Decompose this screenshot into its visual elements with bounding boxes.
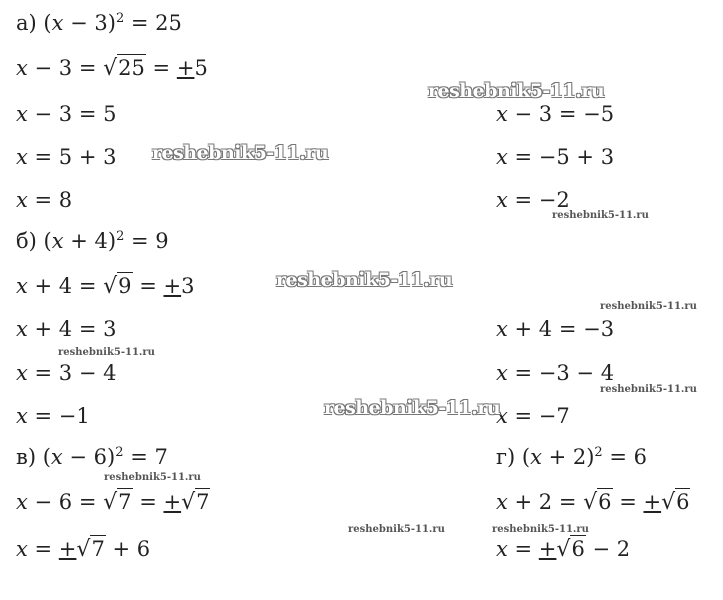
task-a-step2-left: x − 3 = 5 xyxy=(16,102,117,126)
task-v-header: в) $(x - 6)^2 = 7$ xyxy=(16,445,168,469)
watermark: reshebnik5-11.ru xyxy=(600,384,697,395)
sqrt-symbol: √7 xyxy=(181,490,210,515)
sqrt-symbol: √6 xyxy=(556,537,585,562)
task-a-step2-right: x − 3 = −5 xyxy=(496,102,615,126)
task-a-step3-right: x = −5 + 3 xyxy=(496,145,615,169)
task-b-step2-right: x + 4 = −3 xyxy=(496,317,615,341)
task-g-step1: x + 2 = √6 = +√6 xyxy=(496,490,690,515)
watermark: reshebnik5-11.ru xyxy=(152,142,329,164)
task-a-header: а) $(x - 3)^2 = 25$ xyxy=(16,11,182,35)
sqrt-symbol: √7 xyxy=(76,537,105,562)
task-b-step2-left: x + 4 = 3 xyxy=(16,317,117,341)
sqrt-symbol: √9 xyxy=(103,274,132,299)
task-b-step1: x + 4 = √9 = +3 xyxy=(16,274,195,299)
watermark: reshebnik5-11.ru xyxy=(58,347,155,358)
task-a-step4-left: x = 8 xyxy=(16,188,73,212)
task-a-step4-right: x = −2 xyxy=(496,188,570,212)
task-b-step3-left: x = 3 − 4 xyxy=(16,361,117,385)
watermark: reshebnik5-11.ru xyxy=(276,269,453,291)
task-v-step2: x = +√7 + 6 xyxy=(16,537,151,562)
task-a-step3-left: x = 5 + 3 xyxy=(16,145,117,169)
watermark: reshebnik5-11.ru xyxy=(324,397,501,419)
sqrt-symbol: √7 xyxy=(103,490,132,515)
watermark: reshebnik5-11.ru xyxy=(492,524,589,535)
task-b-step4-right: x = −7 xyxy=(496,404,570,428)
task-b-step3-right: x = −3 − 4 xyxy=(496,361,615,385)
sqrt-symbol: √25 xyxy=(103,56,145,81)
task-a-step1: x − 3 = √25 = +5 xyxy=(16,56,208,81)
watermark: reshebnik5-11.ru xyxy=(104,472,201,483)
task-b-step4-left: x = −1 xyxy=(16,404,90,428)
watermark: reshebnik5-11.ru xyxy=(428,80,605,102)
task-b-header: б) $(x + 4)^2 = 9$ xyxy=(16,229,169,253)
task-g-step2: x = +√6 − 2 xyxy=(496,537,631,562)
task-g-header: г) $(x + 2)^2 = 6$ xyxy=(496,445,648,469)
task-v-step1: x − 6 = √7 = +√7 xyxy=(16,490,210,515)
watermark: reshebnik5-11.ru xyxy=(600,301,697,312)
watermark: reshebnik5-11.ru xyxy=(348,524,445,535)
watermark: reshebnik5-11.ru xyxy=(552,210,649,221)
sqrt-symbol: √6 xyxy=(661,490,690,515)
sqrt-symbol: √6 xyxy=(583,490,612,515)
